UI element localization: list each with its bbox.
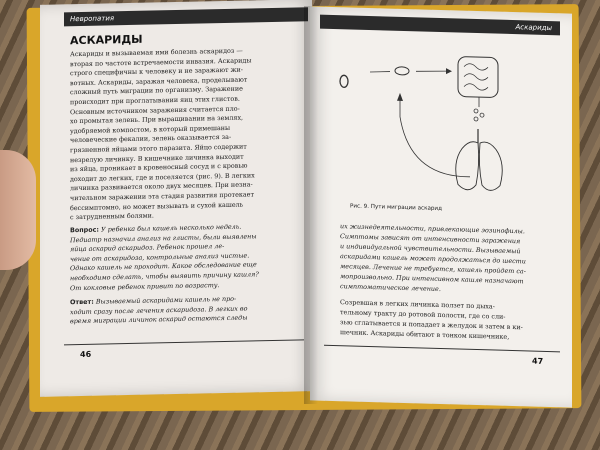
footer-rule (324, 345, 560, 353)
text-line: бессимптомно, но может вызывать и сухой кашель (70, 200, 244, 212)
answer-line: Ответ: Вызываемый аскаридами кашель не про- (70, 294, 237, 307)
text-line: сложный путь миграции по организму. Заражение (70, 84, 243, 97)
right-italic-text (340, 221, 554, 297)
chapter-title: АСКАРИДЫ (70, 32, 143, 48)
text-line: мопроизвольно. При интенсивном кашле назначают (340, 272, 524, 286)
lungs-icon (456, 128, 503, 190)
text-line: их жизнедеятельности, привлекающие эозинофилы. (340, 222, 525, 236)
question-label: Вопрос: (70, 225, 99, 235)
text-line: время миграции личинок аскарид остаются следы (70, 313, 248, 326)
text-line: тельному тракту до ротовой полости, где со сли- (340, 308, 506, 321)
text-line: симптоматическое лечение. (340, 282, 441, 293)
text-line: Симптомы зависят от интенсивности заражения (340, 232, 521, 246)
question-line: Вопрос: У ребенка был кашель несколько недель. (70, 222, 242, 235)
text-line: человеческие фекалии, зелень оказывается за- (70, 133, 232, 145)
text-line: вотных. Аскариды, заражая человека, проделывают (70, 75, 248, 88)
figure-caption: Рис. 9. Пути миграции аскарид (350, 203, 442, 213)
right-page-number: 47 (532, 356, 544, 366)
text-line: строго специфичны к человеку и не заражают жи- (70, 65, 243, 78)
intestine-icon (458, 56, 498, 97)
left-page (40, 0, 312, 397)
text-line: Созревшая в легких личинка ползет по дыха- (340, 298, 495, 311)
text-line: доходит до легких, где и поселяется (рис. 9). В легких (70, 171, 255, 183)
text-line: вторая по частоте встречаемости инвазия. Аскариды (70, 56, 252, 68)
text-line: личинка развивается около двух месяцев. При незна- (70, 180, 253, 193)
text-line: Аскариды и вызываемая ими болезнь аскаридоз — (70, 46, 243, 59)
text-line: происходит при проглатывании яиц этих глистов. (70, 94, 240, 107)
text-line: зью сглатывается и попадает в желудок и затем в ки- (340, 318, 523, 332)
text-line: необходимо сделать, чтобы выявить причину кашля? (70, 270, 259, 283)
text-line: с затрудненным болями. (70, 211, 154, 222)
text-line: ходит сразу после лечения аскаридоза. В легких во (70, 304, 248, 316)
text-line: От кокловые ребенок привит по возрасту. (70, 280, 220, 292)
left-page-number: 46 (80, 349, 92, 360)
migration-diagram (330, 35, 550, 209)
larva-icon (395, 67, 409, 75)
text-line: чительном заражении эта стадия развития протекает (70, 190, 254, 203)
text-line: Основным источником заражения считается пло- (70, 104, 240, 116)
left-body-text (70, 45, 306, 223)
book-gutter (304, 6, 318, 404)
text-line: чение от аскаридоза, контрольные анализ чистые. (70, 251, 250, 264)
text-line: аскаридами кашель может продолжаться до шести (340, 252, 526, 266)
text-line: незрелую личинку. В кишечнике личинка выходит (70, 152, 244, 164)
text-line: и индивидуальной чувствительности. Вызываемый (340, 242, 521, 256)
right-running-header: Аскариды (320, 15, 560, 36)
egg-icon (340, 75, 348, 87)
text-line: грязненной яйцами этого паразита. Яйцо содержит (70, 142, 247, 155)
answer-label: Ответ: (70, 297, 94, 307)
text-line: Однако кашель не проходит. Какое обследование еще (70, 260, 257, 273)
question-block (70, 221, 306, 293)
text-line: из яйца, проникает в кровеносный сосуд и с кровью (70, 161, 248, 174)
text-line: яйца аскарид аскаридоз. Ребенок прошел ле- (70, 242, 225, 254)
hand-holding-book (0, 150, 36, 270)
right-page (310, 6, 572, 407)
text-line: шечник. Аскариды обитают в тонком кишечнике, (340, 328, 510, 341)
text-line: удобряемой компостом, в который примешаны (70, 123, 231, 135)
text-line: хо промытая зелень. При выращивании на землях, (70, 113, 244, 126)
footer-rule (64, 339, 304, 345)
left-running-header: Невропатия (64, 7, 308, 26)
answer-block (70, 293, 306, 327)
text-line: Педиатр назначил анализ на глисты, были выявлены (70, 231, 257, 244)
text-line: месяцев. Лечение не требуется, кашель пройдет са- (340, 262, 526, 276)
right-body-text (340, 297, 554, 343)
